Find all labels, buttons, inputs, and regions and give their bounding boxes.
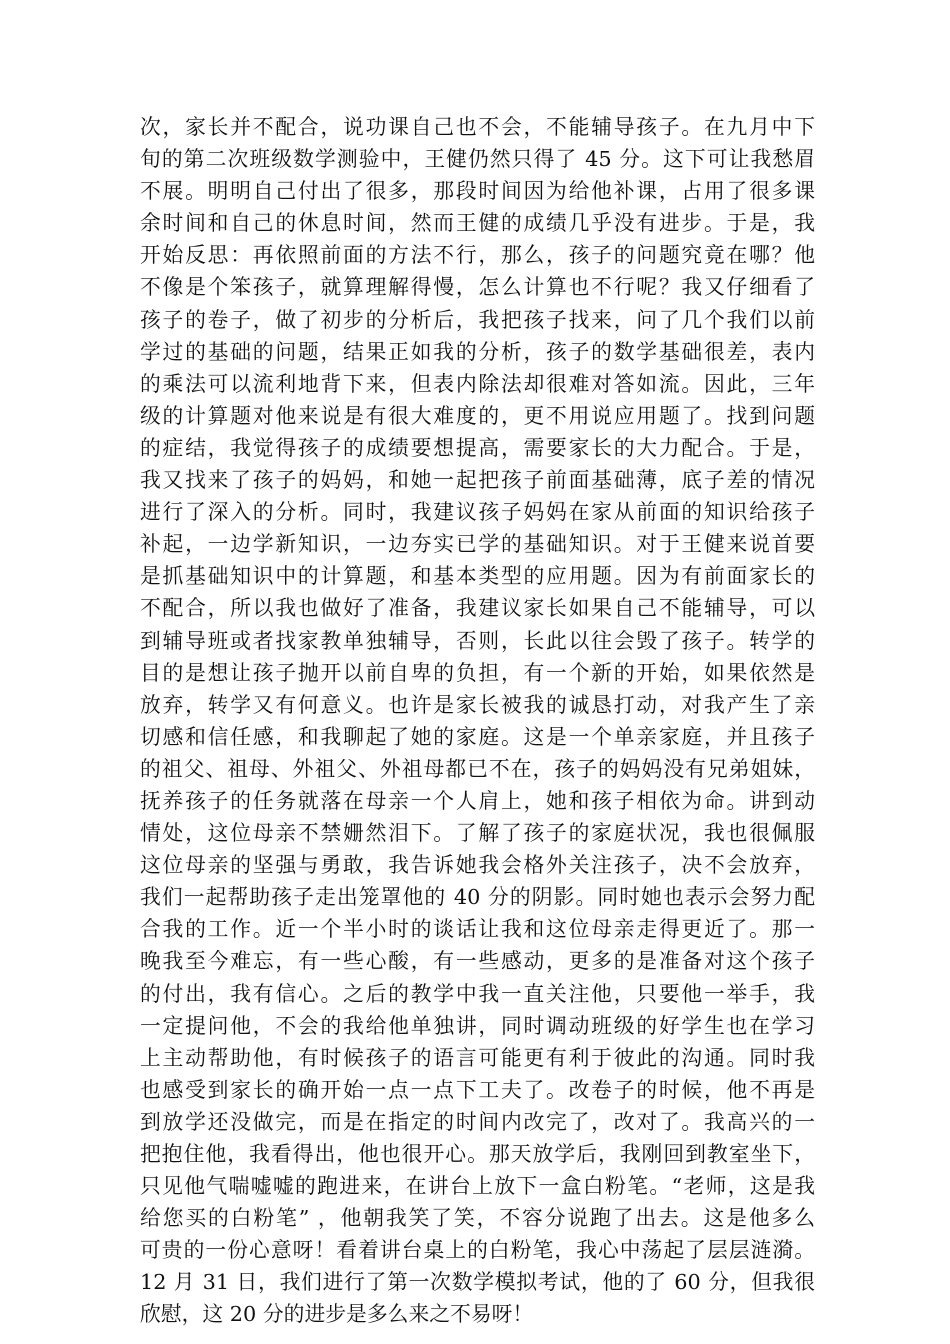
text-line: 的症结，我觉得孩子的成绩要想提高，需要家长的大力配合。于是， (140, 435, 815, 460)
text-line: 次，家长并不配合，说功课自己也不会，不能辅导孩子。在九月中下 (140, 115, 815, 139)
text-line: 我们一起帮助孩子走出笼罩他的 40 分的阴影。同时她也表示会努力配 (140, 885, 815, 910)
text-line: 欣慰，这 20 分的进步是多么来之不易呀！ (140, 1302, 534, 1327)
text-line: 孩子的卷子，做了初步的分析后，我把孩子找来，问了几个我们以前 (140, 307, 815, 332)
body-paragraph (140, 111, 815, 1331)
text-line: 的付出，我有信心。之后的教学中我一直关注他，只要他一举手，我 (140, 981, 815, 1006)
text-line: 可贵的一份心意呀！看着讲台桌上的白粉笔，我心中荡起了层层涟漪。 (140, 1238, 815, 1263)
text-line: 上主动帮助他，有时候孩子的语言可能更有利于彼此的沟通。同时我 (140, 1045, 815, 1070)
text-line: 目的是想让孩子抛开以前自卑的负担，有一个新的开始，如果依然是 (140, 660, 815, 685)
text-line: 抚养孩子的任务就落在母亲一个人肩上，她和孩子相依为命。讲到动 (140, 788, 815, 813)
text-line: 合我的工作。近一个半小时的谈话让我和这位母亲走得更近了。那一 (140, 917, 815, 942)
text-line: 学过的基础的问题，结果正如我的分析，孩子的数学基础很差，表内 (140, 339, 815, 364)
text-line: 的乘法可以流利地背下来，但表内除法却很难对答如流。因此，三年 (140, 371, 815, 396)
text-line: 只见他气喘嘘嘘的跑进来，在讲台上放下一盒白粉笔。“老师，这是我 (140, 1174, 815, 1199)
text-line: 到辅导班或者找家教单独辅导，否则，长此以往会毁了孩子。转学的 (140, 628, 815, 653)
text-line: 补起，一边学新知识，一边夯实已学的基础知识。对于王健来说首要 (140, 532, 815, 557)
text-line: 也感受到家长的确开始一点一点下工夫了。改卷子的时候，他不再是 (140, 1077, 815, 1102)
text-line: 到放学还没做完，而是在指定的时间内改完了，改对了。我高兴的一 (140, 1109, 815, 1134)
text-line: 情处，这位母亲不禁姗然泪下。了解了孩子的家庭状况，我也很佩服 (140, 821, 815, 846)
text-line: 这位母亲的坚强与勇敢，我告诉她我会格外关注孩子，决不会放弃， (140, 853, 815, 878)
text-line: 一定提问他，不会的我给他单独讲，同时调动班级的好学生也在学习 (140, 1013, 815, 1038)
text-line: 我又找来了孩子的妈妈，和她一起把孩子前面基础薄，底子差的情况 (140, 468, 815, 493)
text-line: 晚我至今难忘，有一些心酸，有一些感动，更多的是准备对这个孩子 (140, 949, 815, 974)
text-line: 放弃，转学又有何意义。也许是家长被我的诚恳打动，对我产生了亲 (140, 692, 815, 717)
text-line: 的祖父、祖母、外祖父、外祖母都已不在，孩子的妈妈没有兄弟姐妹， (140, 756, 815, 781)
text-line: 旬的第二次班级数学测验中，王健仍然只得了 45 分。这下可让我愁眉 (140, 147, 815, 172)
text-line: 把抱住他，我看得出，他也很开心。那天放学后，我刚回到教室坐下， (140, 1142, 815, 1166)
text-line: 给您买的白粉笔” ，他朝我笑了笑，不容分说跑了出去。这是他多么 (140, 1206, 815, 1231)
text-line: 余时间和自己的休息时间，然而王健的成绩几乎没有进步。于是，我 (140, 211, 815, 236)
text-line: 是抓基础知识中的计算题，和基本类型的应用题。因为有前面家长的 (140, 564, 815, 589)
text-line: 不像是个笨孩子，就算理解得慢，怎么计算也不行呢？我又仔细看了 (140, 275, 815, 300)
text-line: 12 月 31 日，我们进行了第一次数学模拟考试，他的了 60 分，但我很 (140, 1270, 815, 1295)
text-line: 不配合，所以我也做好了准备，我建议家长如果自己不能辅导，可以 (140, 596, 815, 621)
text-line: 切感和信任感，和我聊起了她的家庭。这是一个单亲家庭，并且孩子 (140, 724, 815, 749)
text-line: 级的计算题对他来说是有很大难度的，更不用说应用题了。找到问题 (140, 403, 815, 428)
text-line: 进行了深入的分析。同时，我建议孩子妈妈在家从前面的知识给孩子 (140, 500, 815, 525)
text-line: 不展。明明自己付出了很多，那段时间因为给他补课，占用了很多课 (140, 179, 815, 204)
text-line: 开始反思：再依照前面的方法不行，那么，孩子的问题究竟在哪？他 (140, 243, 815, 268)
